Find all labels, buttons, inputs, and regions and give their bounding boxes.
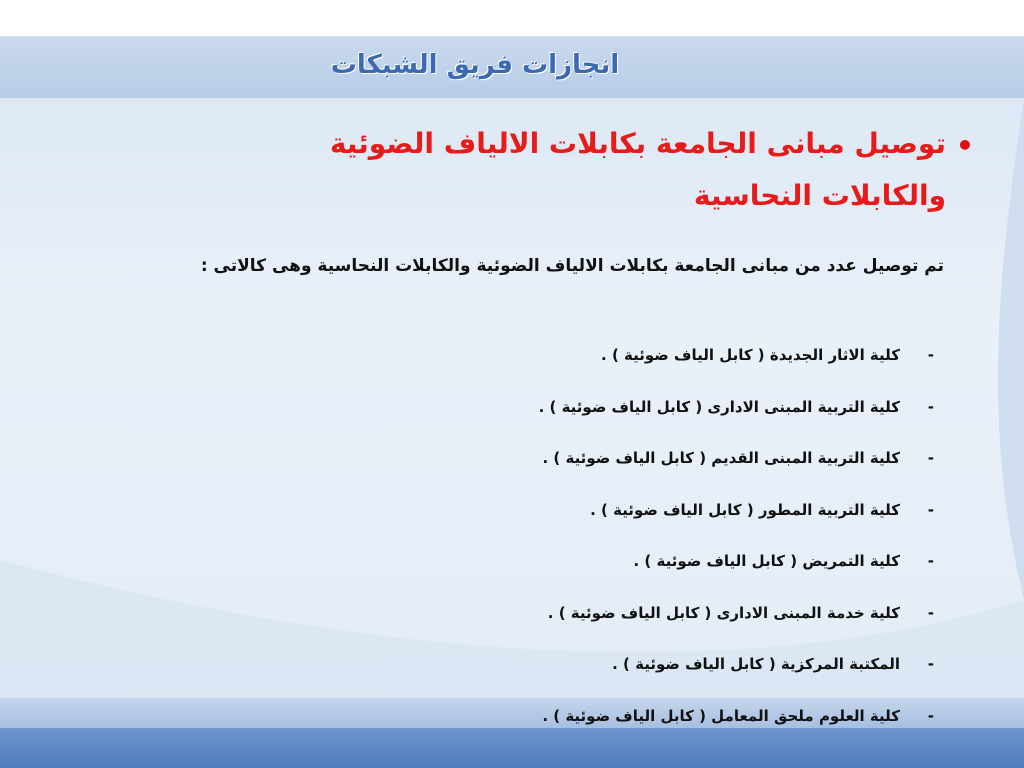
list-item-text: كلية التربية المطور ( كابل الياف ضوئية ) . <box>590 500 900 519</box>
dash-icon: - <box>927 655 934 673</box>
dash-icon: - <box>927 603 934 622</box>
list-item-text: المكتبة المركزية ( كابل الياف ضوئية ) . <box>612 655 900 673</box>
bullet-icon: • <box>956 129 974 162</box>
list-item <box>144 340 944 392</box>
dash-icon: - <box>927 500 934 519</box>
list-item-text: كلية الاثار الجديدة ( كابل الياف ضوئية ) . <box>601 346 900 364</box>
list-item <box>144 649 944 701</box>
dash-icon: - <box>927 346 934 364</box>
list-item-text: كلية التربية المبنى الادارى ( كابل الياف ضوئية ) . <box>538 397 900 416</box>
list-item-text: كلية العلوم ملحق المعامل ( كابل الياف ضوئية ) . <box>542 706 900 725</box>
list-item <box>144 443 944 495</box>
building-list <box>144 340 944 752</box>
intro-paragraph: تم توصيل عدد من مبانى الجامعة بكابلات الالياف الضوئية والكابلات النحاسية وهى كالاتى : <box>200 256 944 276</box>
main-heading-block <box>144 118 974 222</box>
list-item-text: كلية التربية المبنى القديم ( كابل الياف ضوئية ) . <box>542 449 900 467</box>
list-item <box>144 598 944 650</box>
list-item <box>144 701 944 753</box>
dash-icon: - <box>927 449 934 467</box>
slide-title: انجازات فريق الشبكات <box>330 50 620 80</box>
main-heading <box>144 118 974 222</box>
list-item <box>144 392 944 444</box>
heading-text: توصيل مبانى الجامعة بكابلات الالياف الضوئية والكابلات النحاسية <box>329 127 946 212</box>
list-item-text: كلية خدمة المبنى الادارى ( كابل الياف ضوئية ) . <box>547 603 900 622</box>
list-item <box>144 495 944 547</box>
list-item-text: كلية التمريض ( كابل الياف ضوئية ) . <box>633 552 900 570</box>
list-item <box>144 546 944 598</box>
dash-icon: - <box>927 397 934 416</box>
dash-icon: - <box>927 552 934 570</box>
dash-icon: - <box>927 706 934 725</box>
